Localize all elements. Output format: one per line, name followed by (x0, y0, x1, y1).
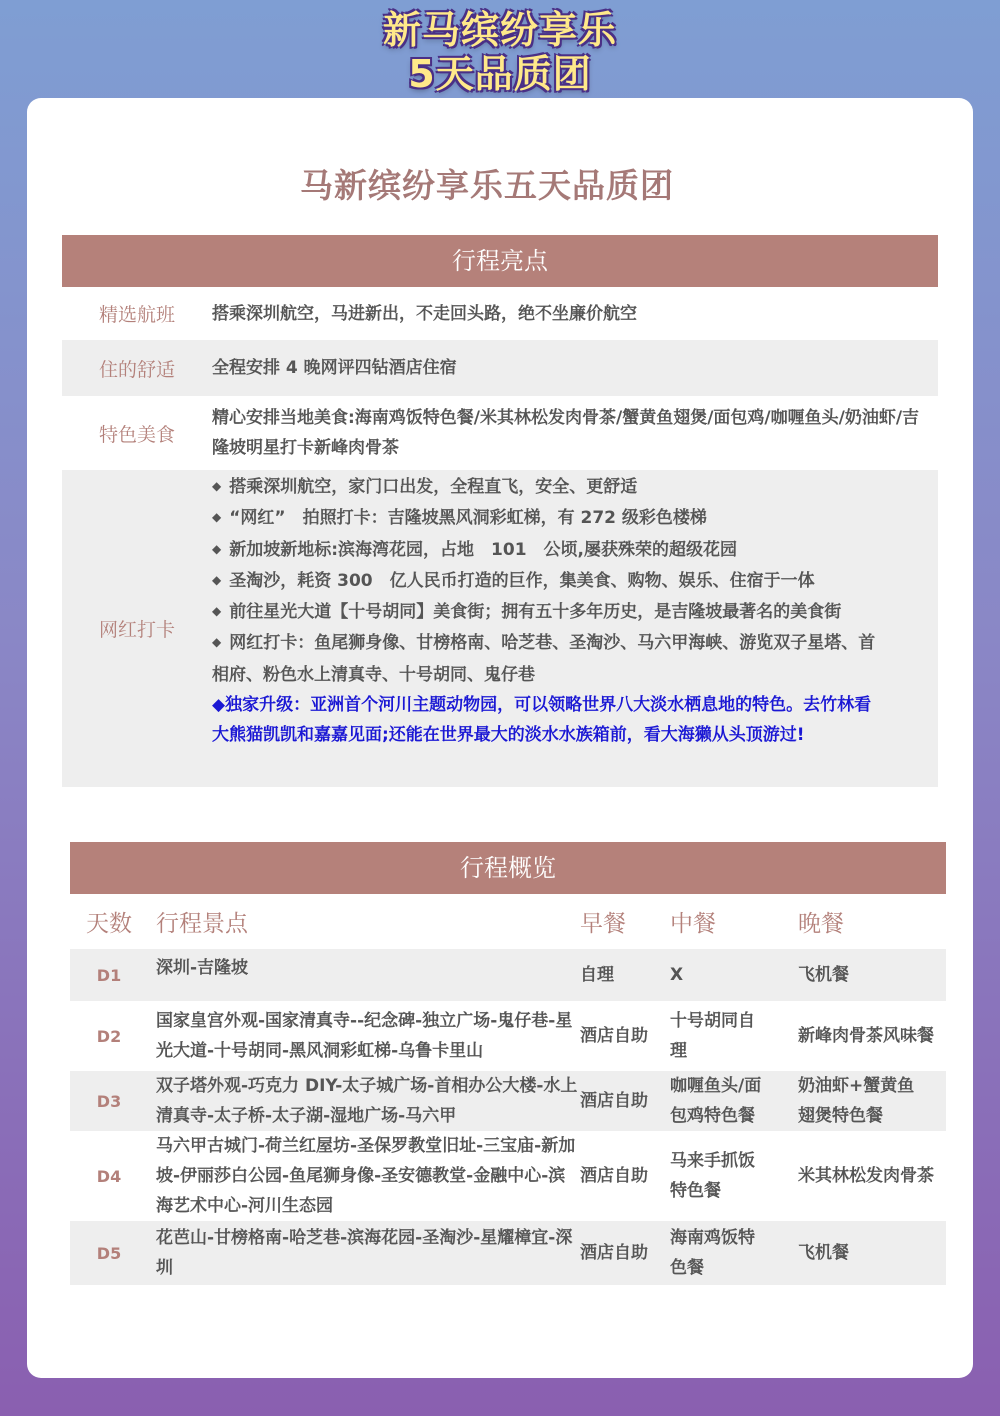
day-cell: D3 (96, 1091, 122, 1111)
breakfast-cell: 自理 (580, 965, 614, 985)
column-header-route: 行程景点 (156, 911, 248, 937)
breakfast-cell: 酒店自助 (580, 1091, 648, 1111)
diamond-bullet-icon: ◆ (212, 604, 222, 619)
column-header-dinner: 晚餐 (798, 911, 844, 937)
route-cell: 马六甲古城门-荷兰红屋坊-圣保罗教堂旧址-三宝庙-新加坡-伊丽莎白公园-鱼尾狮身像-圣安德教堂-金融中心-滨海艺术中心-河川生态园 (156, 1136, 576, 1216)
highlight-row-flight (62, 287, 938, 340)
lunch-cell: 海南鸡饭特色餐 (670, 1228, 755, 1278)
route-cell: 深圳-吉隆坡 (156, 958, 249, 978)
table-row (70, 1131, 946, 1221)
table-row (70, 1001, 946, 1071)
overview-table (70, 842, 946, 1285)
highlights-header: 行程亮点 (62, 235, 938, 287)
highlight-row-checkin (62, 470, 938, 787)
dinner-cell: 新峰肉骨茶风味餐 (798, 1026, 934, 1046)
highlights-table (62, 235, 938, 787)
column-header-day: 天数 (86, 911, 132, 937)
day-cell: D1 (96, 965, 122, 985)
diamond-bullet-icon: ◆ (212, 635, 222, 650)
bullet-item: ◆ 前往星光大道【十号胡同】美食街；拥有五十多年历史，是吉隆坡最著名的美食街 (212, 602, 842, 623)
route-cell: 国家皇宫外观-国家清真寺--纪念碑-独立广场-鬼仔巷-星光大道-十号胡同-黑风洞彩虹梯-乌鲁卡里山 (156, 1011, 573, 1061)
lunch-cell: 马来手抓饭特色餐 (670, 1151, 755, 1201)
highlight-value: 搭乘深圳航空，马进新出，不走回头路，绝不坐廉价航空 (212, 303, 637, 324)
highlight-value: 全程安排 4 晚网评四钻酒店住宿 (212, 358, 457, 378)
diamond-bullet-icon: ◆ (212, 572, 222, 587)
breakfast-cell: 酒店自助 (580, 1026, 648, 1046)
upgrade-note: 大熊猫凯凯和嘉嘉见面;还能在世界最大的淡水水族箱前，看大海獭从头顶游过! (212, 725, 805, 746)
bullet-item: ◆ 搭乘深圳航空，家门口出发，全程直飞，安全、更舒适 (212, 477, 638, 497)
banner-line-1: 新马缤纷享乐 (382, 8, 617, 52)
highlight-label: 住的舒适 (98, 358, 175, 381)
bullet-item: ◆ 圣淘沙，耗资 300 亿人民币打造的巨作，集美食、购物、娱乐、住宿于一体 (212, 570, 815, 591)
table-row (70, 1221, 946, 1285)
breakfast-cell: 酒店自助 (580, 1166, 648, 1186)
content-card (27, 98, 973, 1378)
highlight-value: 精心安排当地美食:海南鸡饭特色餐/米其林松发肉骨茶/蟹黄鱼翅煲/面包鸡/咖喱鱼头/奶油虾/吉隆坡明星打卡新峰肉骨茶 (212, 408, 920, 458)
highlight-label: 精选航班 (98, 304, 175, 326)
banner-line-2: 5天品质团 (408, 52, 592, 96)
bullet-item: ◆ 新加坡新地标:滨海湾花园，占地 101 公顷,屡获殊荣的超级花园 (212, 539, 737, 560)
column-header-breakfast: 早餐 (580, 911, 626, 937)
highlight-row-food (62, 396, 938, 470)
highlight-row-hotel (62, 340, 938, 396)
page-title: 马新缤纷享乐五天品质团 (300, 166, 674, 205)
dinner-cell: 米其林松发肉骨茶 (798, 1166, 934, 1186)
highlight-label: 网红打卡 (98, 619, 175, 641)
lunch-cell: 咖喱鱼头/面包鸡特色餐 (670, 1076, 762, 1126)
diamond-bullet-icon: ◆ (212, 510, 222, 525)
diamond-bullet-icon: ◆ (212, 541, 222, 556)
column-header-lunch: 中餐 (670, 911, 716, 937)
highlight-label: 特色美食 (98, 423, 175, 446)
route-cell: 双子塔外观-巧克力 DIY-太子城广场-首相办公大楼-水上清真寺-太子桥-太子湖-湿地广场-马六甲 (156, 1076, 578, 1126)
breakfast-cell: 酒店自助 (580, 1243, 648, 1263)
dinner-cell: 飞机餐 (798, 965, 849, 985)
table-row (70, 949, 946, 1001)
day-cell: D4 (96, 1166, 122, 1186)
upgrade-note: ◆独家升级：亚洲首个河川主题动物园，可以领略世界八大淡水栖息地的特色。去竹林看 (212, 695, 872, 716)
bullet-item: ◆ 网红打卡：鱼尾狮身像、甘榜格南、哈芝巷、圣淘沙、马六甲海峡、游览双子星塔、首 (212, 633, 876, 654)
bullet-item-continuation: 相府、粉色水上清真寺、十号胡同、鬼仔巷 (212, 664, 535, 685)
bullet-item: ◆ “网红” 拍照打卡：吉隆坡黑风洞彩虹梯，有 272 级彩色楼梯 (212, 508, 707, 529)
route-cell: 花芭山-甘榜格南-哈芝巷-滨海花园-圣淘沙-星耀樟宜-深圳 (156, 1228, 573, 1278)
day-cell: D2 (96, 1026, 122, 1046)
banner-logo (0, 8, 1000, 96)
overview-header: 行程概览 (70, 842, 946, 894)
dinner-cell: 飞机餐 (798, 1243, 849, 1263)
checkin-bullets (212, 470, 938, 751)
dinner-cell: 奶油虾+蟹黄鱼翅煲特色餐 (798, 1076, 915, 1126)
diamond-bullet-icon: ◆ (212, 479, 222, 493)
lunch-cell: X (670, 965, 684, 985)
lunch-cell: 十号胡同自理 (670, 1011, 755, 1061)
table-row (70, 1071, 946, 1131)
overview-column-headers (70, 894, 946, 949)
day-cell: D5 (96, 1243, 122, 1263)
